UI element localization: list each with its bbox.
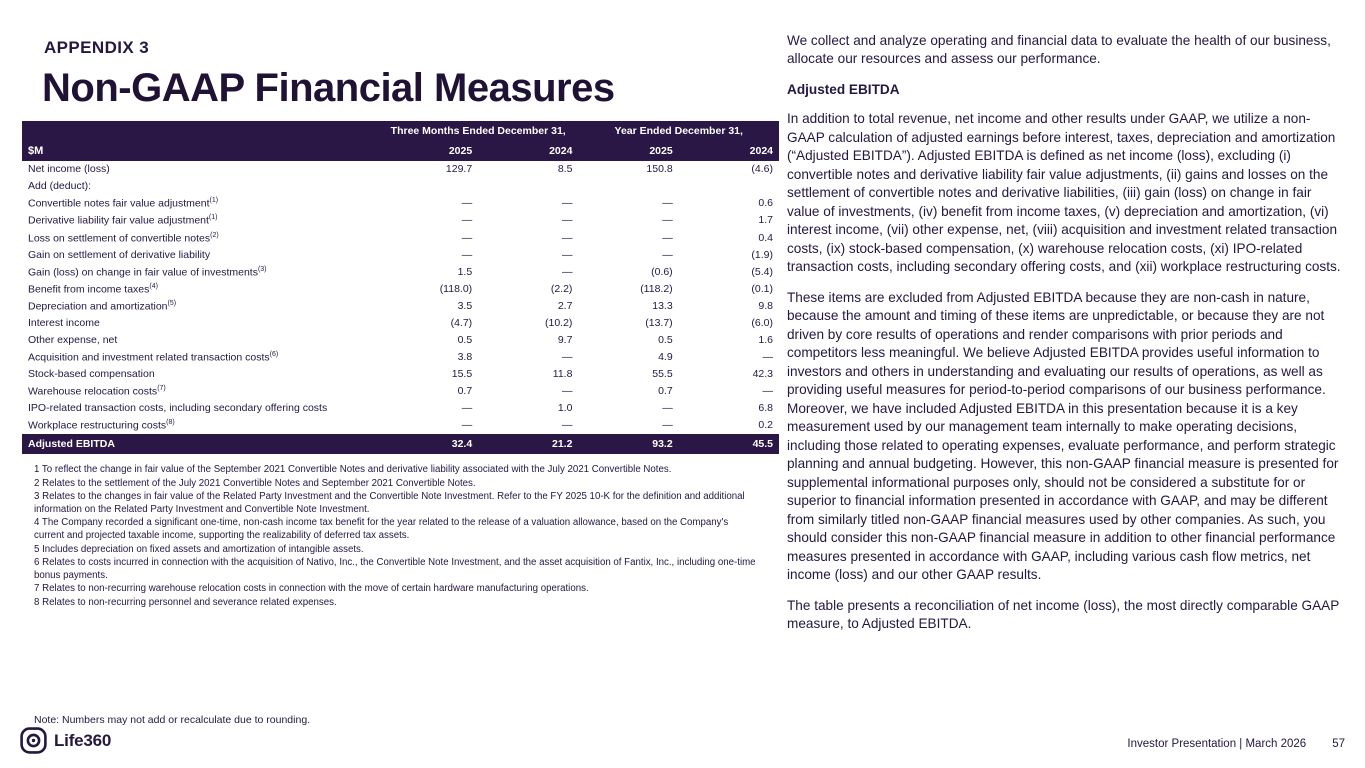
footnote: 8 Relates to non-recurring personnel and severance related expenses.: [34, 597, 337, 609]
table-row: [22, 161, 779, 178]
row-value: —: [561, 231, 573, 244]
row-value: (0.1): [751, 283, 773, 296]
table-row: [22, 400, 779, 417]
table-row: [22, 417, 779, 434]
row-value: (0.6): [651, 265, 673, 278]
row-label: Other expense, net: [28, 334, 118, 347]
row-label: Acquisition and investment related transaction costs$^{(6)}$: [28, 350, 279, 364]
footnote: 5 Includes depreciation on fixed assets and amortization of intangible assets.: [34, 543, 364, 555]
col-header-2025-q: 2025: [378, 141, 478, 161]
reconciliation-paragraph: The table presents a reconciliation of net income (loss), the most directly comparable GAAP measure, to Adjusted EBITDA.: [787, 597, 1340, 632]
intro-paragraph: We collect and analyze operating and financial data to evaluate the health of our business, allocate our resources and assess our performance.: [787, 33, 1331, 67]
row-value: 45.5: [679, 434, 779, 454]
page-number: 57: [1332, 738, 1345, 750]
row-label: Adjusted EBITDA: [22, 434, 378, 454]
footnote-marker: (8): [166, 419, 175, 427]
footnote-marker: (1): [208, 214, 218, 222]
page-title: Non-GAAP Financial Measures: [42, 66, 615, 110]
row-value: 3.5: [457, 300, 473, 313]
row-value: 1.5: [457, 265, 473, 278]
footnote-marker: (6): [269, 350, 279, 358]
footnote: 4 The Company recorded a significant one-time, non-cash income tax benefit for the year related to the release of a valuation allowance, based on the Company's current and projected taxable income, supporting the realizability of deferred tax assets.: [34, 517, 729, 542]
row-label: Gain (loss) on change in fair value of investments$^{(3)}$: [28, 265, 267, 279]
col-header-2024-y: 2024: [679, 141, 779, 161]
group-header-year: Year Ended December 31,: [578, 121, 779, 141]
row-value: 0.5: [658, 334, 673, 347]
footnote: 7 Relates to non-recurring warehouse relocation costs in connection with the move of certain hardware manufacturing operations.: [34, 583, 589, 595]
row-value: 21.2: [478, 434, 578, 454]
appendix-label: APPENDIX 3: [44, 38, 150, 57]
row-value: (118.2): [640, 283, 673, 296]
row-value: —: [662, 248, 673, 261]
row-value: 1.7: [758, 214, 773, 227]
footnotes: [34, 464, 760, 610]
row-value: —: [461, 402, 473, 415]
table-header: [22, 121, 779, 161]
table-row: [22, 229, 779, 246]
table-row: [22, 383, 779, 400]
table-row: [22, 246, 779, 263]
row-value: (4.6): [751, 163, 773, 176]
table-row: [22, 195, 779, 212]
row-value: (6.0): [751, 317, 773, 330]
rounding-note: Note: Numbers may not add or recalculate due to rounding.: [34, 714, 311, 726]
table-row-adjusted-ebitda: [22, 434, 779, 454]
row-value: (1.9): [751, 248, 773, 261]
row-value: —: [662, 419, 673, 432]
row-value: —: [561, 214, 573, 227]
row-value: 2.7: [557, 300, 573, 313]
row-value: 13.3: [652, 300, 673, 313]
row-value: —: [461, 197, 473, 210]
row-label: IPO-related transaction costs, including secondary offering costs: [28, 402, 328, 415]
row-label: Gain on settlement of derivative liability: [28, 248, 211, 261]
col-header-2024-q: 2024: [478, 141, 578, 161]
right-column: [787, 32, 1347, 646]
group-header-three-months: Three Months Ended December 31,: [378, 121, 579, 141]
row-value: 150.8: [646, 163, 673, 176]
row-label: Interest income: [28, 317, 100, 330]
row-value: 1.0: [557, 402, 573, 415]
row-value: —: [561, 351, 573, 364]
row-value: —: [561, 197, 573, 210]
row-label: Warehouse relocation costs$^{(7)}$: [28, 385, 166, 398]
row-value: —: [662, 214, 673, 227]
row-value: (13.7): [645, 317, 673, 330]
table-year-header-row: [22, 141, 779, 161]
footnote-marker: (7): [157, 385, 166, 393]
row-value: 9.8: [758, 300, 773, 313]
row-value: 55.5: [652, 368, 673, 381]
table-footer: [22, 434, 779, 454]
table-row: [22, 263, 779, 280]
footer-brand: [20, 727, 111, 754]
row-label: Workplace restructuring costs$^{(8)}$: [28, 419, 175, 432]
table-row: [22, 298, 779, 315]
table-row: [22, 332, 779, 349]
unit-label: $M: [22, 141, 378, 161]
col-header-2025-y: 2025: [578, 141, 678, 161]
footnote-marker: (5): [167, 300, 177, 308]
row-value: 8.5: [557, 163, 573, 176]
brand-name: Life360: [54, 730, 112, 750]
left-column: [22, 38, 779, 611]
table-group-header-row: [22, 121, 779, 141]
row-value: —: [461, 231, 473, 244]
row-label: Depreciation and amortization$^{(5)}$: [28, 300, 177, 313]
row-value: —: [662, 402, 673, 415]
header-corner-cell: [22, 121, 378, 141]
row-value: (2.2): [550, 283, 573, 296]
table-row: [22, 315, 779, 332]
row-value: 0.7: [658, 385, 673, 398]
row-value: 0.6: [758, 197, 773, 210]
row-value: 0.5: [457, 334, 473, 347]
footnote: 6 Relates to costs incurred in connection with the acquisition of Nativo, Inc., the Convertible Note Investment, and the asset acquisition of Fantix, Inc., including one-time bonus payments.: [34, 557, 756, 581]
row-value: —: [461, 419, 473, 432]
footer-meta: [1127, 738, 1345, 750]
row-value: [378, 178, 478, 195]
row-value: [478, 178, 578, 195]
row-value: —: [461, 214, 473, 227]
adjusted-ebitda-heading: Adjusted EBITDA: [787, 81, 900, 97]
footer-caption: Investor Presentation | March 2026: [1127, 738, 1307, 750]
table-row: [22, 212, 779, 229]
footnote-marker: (3): [257, 265, 267, 273]
row-value: (118.0): [439, 283, 473, 296]
row-value: (4.7): [450, 317, 473, 330]
row-value: 9.7: [557, 334, 573, 347]
row-label: Convertible notes fair value adjustment$^{(1)}$: [28, 196, 219, 210]
row-value: —: [561, 248, 573, 261]
row-value: —: [561, 265, 573, 278]
row-value: —: [561, 385, 573, 398]
footnote-marker: (4): [149, 282, 158, 290]
row-label: Benefit from income taxes$^{(4)}$: [28, 282, 158, 296]
table-row: [22, 280, 779, 297]
row-value: 0.7: [457, 385, 473, 398]
row-value: (10.2): [545, 317, 573, 330]
row-value: 15.5: [451, 368, 473, 381]
row-value: —: [662, 231, 673, 244]
row-label: Net income (loss): [28, 163, 110, 176]
footnote-marker: (1): [209, 196, 219, 204]
row-value: 93.2: [578, 434, 678, 454]
row-value: 42.3: [752, 368, 773, 381]
row-label: Loss on settlement of convertible notes$^{(2)}$: [28, 231, 219, 245]
table-row: [22, 366, 779, 383]
table-row: [22, 349, 779, 366]
row-value: —: [762, 351, 773, 364]
rationale-paragraph: These items are excluded from Adjusted EBITDA because they are non-cash in nature, because the amount and timing of these items are unpredictable, or because they are not driven by core results of operations and render comparisons with prior periods and competitors less meaningful. We believe Adjusted EBITDA provides useful information to investors and others in understanding and evaluating our results of operations, as well as providing useful measures for period-to-period comparisons of our business performance. Moreover, we have included Adjusted EBITDA in this presentation because it is a key measurement used by our management team internally to make operating decisions, including those related to operating expenses, evaluate performance, and perform strategic planning and annual budgeting. However, this non-GAAP financial measure is presented for supplemental informational purposes only, should not be considered a substitute for or superior to financial information presented in accordance with GAAP, and may be different from similarly titled non-GAAP financial measures used by other companies. As such, you should consider this non-GAAP financial measure in addition to other financial performance measures presented in accordance with GAAP, including various cash flow metrics, net income (loss) and our other GAAP results.: [787, 289, 1339, 583]
row-value: —: [662, 197, 673, 210]
footnote: 3 Relates to the changes in fair value of the Related Party Investment and the Convertible Note Investment. Refer to the FY 2025 10-K for the definition and additional information on the Related Party Investment and Convertible Note Investment.: [34, 491, 745, 515]
row-value: [578, 178, 678, 195]
row-label: Derivative liability fair value adjustment$^{(1)}$: [28, 214, 218, 227]
table-body: [22, 161, 779, 434]
footnote-marker: (2): [210, 231, 219, 239]
table-row: [22, 178, 779, 195]
row-value: 6.8: [758, 402, 773, 415]
footnote: 2 Relates to the settlement of the July 2021 Convertible Notes and September 2021 Convertible Notes.: [34, 477, 476, 489]
row-value: 11.8: [552, 368, 573, 381]
definition-paragraph: In addition to total revenue, net income and other results under GAAP, we utilize a non-GAAP calculation of adjusted earnings before interest, taxes, depreciation and amortization (“Adjusted EBITDA”). Adjusted EBITDA is defined as net income (loss), excluding (i) convertible notes and derivative liability fair value adjustments, (ii) gains and losses on the settlement of convertible notes and derivative liabilities, (iii) gain (loss) on change in fair value of investments, (iv) benefit from income taxes, (v) depreciation and amortization, (vi) interest income, (vii) other expense, net, (viii) acquisition and investment related transaction costs, (ix) stock-based compensation, (x) warehouse relocation costs, (xi) IPO-related transaction costs, including secondary offering costs, and (xii) workplace restructuring costs.: [787, 111, 1341, 275]
row-value: 0.4: [758, 231, 773, 244]
row-value: —: [461, 248, 473, 261]
row-value: —: [561, 419, 573, 432]
row-value: 1.6: [758, 334, 773, 347]
footnote: 1 To reflect the change in fair value of the September 2021 Convertible Notes and derivative liability associated with the July 2021 Convertible Notes.: [34, 464, 672, 475]
row-value: [679, 178, 779, 195]
row-value: (5.4): [751, 265, 773, 278]
row-value: 3.8: [457, 351, 473, 364]
life360-logo-icon: [20, 727, 47, 754]
ebitda-reconciliation-table: [22, 121, 779, 454]
row-value: —: [762, 385, 773, 398]
row-value: 129.7: [445, 163, 473, 176]
row-value: 4.9: [658, 351, 673, 364]
row-label: Add (deduct):: [28, 180, 92, 193]
row-value: 32.4: [378, 434, 478, 454]
row-value: 0.2: [758, 419, 773, 432]
row-label: Stock-based compensation: [28, 368, 155, 381]
